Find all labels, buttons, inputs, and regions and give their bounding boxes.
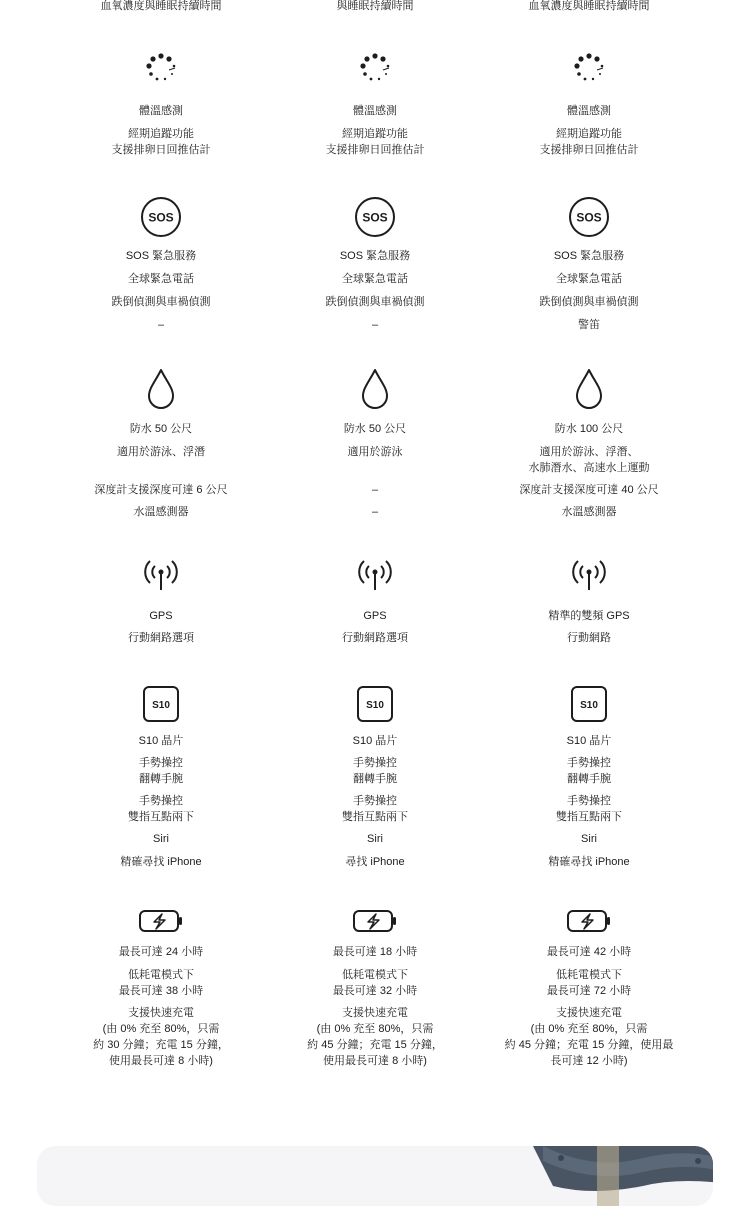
gps-text: 精準的雙頻 GPS: [548, 610, 630, 622]
depth-gauge-text: 深度計支援深度可達 6 公尺: [94, 484, 228, 496]
sos-icon: [354, 196, 396, 243]
watch-band-image: [533, 1146, 713, 1206]
siri-text: Siri: [581, 833, 597, 845]
svg-text:S10: S10: [366, 700, 384, 711]
temperature-sensing-text: 體溫感測: [139, 105, 183, 117]
water-usage-text: 水肺潛水、高速水上運動: [528, 462, 650, 474]
safety-feature-text: 跌倒偵測與車禍偵測: [325, 296, 425, 308]
battery-life-text: 最長可達 24 小時: [118, 946, 204, 958]
gps-text: GPS: [363, 610, 387, 622]
sos-icon: [140, 196, 182, 243]
water-rating-text: 防水 50 公尺: [343, 423, 407, 435]
comparison-column-3: [474, 0, 704, 1140]
low-power-hours-text: 最長可達 38 小時: [118, 985, 204, 997]
cellular-text: 行動網路選項: [342, 632, 408, 644]
water-usage-text: 適用於游泳、浮潛: [117, 446, 205, 458]
battery-life-text: 最長可達 18 小時: [332, 946, 418, 958]
antenna-signal-icon: [354, 558, 396, 599]
fast-charge-text: 支援快速充電: [128, 1007, 194, 1019]
fast-charge-text: 約 30 分鐘；充電 15 分鐘，: [93, 1039, 229, 1051]
low-power-text: 低耗電模式下: [342, 969, 408, 981]
safety-feature-text: 全球緊急電話: [128, 273, 194, 285]
water-rating-text: 防水 100 公尺: [554, 423, 624, 435]
water-drop-icon: [146, 368, 176, 415]
temperature-sensing-text: 體溫感測: [353, 105, 397, 117]
cycle-tracking-text: 經期追蹤功能: [342, 128, 408, 140]
chip-text: S10 晶片: [138, 735, 184, 747]
fast-charge-text: (由 0% 充至 80%，只需: [316, 1023, 434, 1035]
gps-text: GPS: [149, 610, 173, 622]
gesture-text: 手勢操控: [353, 757, 397, 769]
svg-text:SOS: SOS: [148, 210, 174, 225]
gesture-text: 手勢操控: [567, 757, 611, 769]
temperature-sensing-icon: [569, 50, 609, 95]
battery-charging-icon: [566, 908, 612, 939]
health-feature-text: 與睡眠持續時間: [336, 0, 414, 12]
gesture-text: 手勢操控: [567, 795, 611, 807]
wrist-flip-text: 翻轉手腕: [353, 773, 397, 785]
safety-feature-text: SOS 緊急服務: [553, 250, 625, 262]
water-usage-text: 適用於游泳: [347, 446, 403, 458]
health-feature-text: 血氧濃度與睡眠持續時間: [100, 0, 222, 12]
cycle-tracking-text: 經期追蹤功能: [128, 128, 194, 140]
battery-charging-icon: [352, 908, 398, 939]
safety-feature-text: –: [371, 319, 379, 331]
gesture-text: 手勢操控: [353, 795, 397, 807]
cycle-tracking-text: 經期追蹤功能: [556, 128, 622, 140]
comparison-column-1: [46, 0, 276, 1140]
water-rating-text: 防水 50 公尺: [129, 423, 193, 435]
safety-feature-text: 跌倒偵測與車禍偵測: [111, 296, 211, 308]
fast-charge-text: 支援快速充電: [342, 1007, 408, 1019]
battery-charging-icon: [138, 908, 184, 939]
fast-charge-text: 約 45 分鐘；充電 15 分鐘，使用最: [504, 1039, 674, 1051]
depth-gauge-text: 深度計支援深度可達 40 公尺: [519, 484, 659, 496]
comparison-column-2: [260, 0, 490, 1140]
fast-charge-text: 使用最長可達 8 小時): [109, 1055, 213, 1067]
health-feature-text: 血氧濃度與睡眠持續時間: [528, 0, 650, 12]
svg-text:SOS: SOS: [576, 210, 602, 225]
svg-text:S10: S10: [580, 700, 598, 711]
find-iphone-text: 尋找 iPhone: [345, 856, 405, 868]
s10-chip-icon: [570, 685, 608, 728]
depth-gauge-text: –: [371, 484, 379, 496]
fast-charge-text: (由 0% 充至 80%，只需: [102, 1023, 220, 1035]
chip-text: S10 晶片: [566, 735, 612, 747]
find-iphone-text: 精確尋找 iPhone: [548, 856, 630, 868]
low-power-hours-text: 最長可達 72 小時: [546, 985, 632, 997]
fast-charge-text: 支援快速充電: [556, 1007, 622, 1019]
double-tap-text: 雙指互點兩下: [128, 811, 194, 823]
water-drop-icon: [574, 368, 604, 415]
wrist-flip-text: 翻轉手腕: [139, 773, 183, 785]
water-usage-text: 適用於游泳、浮潛、: [539, 446, 639, 458]
fast-charge-text: 約 45 分鐘；充電 15 分鐘，: [307, 1039, 443, 1051]
fast-charge-text: (由 0% 充至 80%，只需: [530, 1023, 648, 1035]
svg-text:SOS: SOS: [362, 210, 388, 225]
fast-charge-text: 使用最長可達 8 小時): [323, 1055, 427, 1067]
water-temperature-text: 水溫感測器: [133, 506, 189, 518]
safety-feature-text: 跌倒偵測與車禍偵測: [539, 296, 639, 308]
sos-icon: [568, 196, 610, 243]
battery-life-text: 最長可達 42 小時: [546, 946, 632, 958]
low-power-hours-text: 最長可達 32 小時: [332, 985, 418, 997]
antenna-signal-icon: [568, 558, 610, 599]
safety-feature-text: –: [157, 319, 165, 331]
wrist-flip-text: 翻轉手腕: [567, 773, 611, 785]
promo-card: [37, 1146, 713, 1206]
chip-text: S10 晶片: [352, 735, 398, 747]
temperature-sensing-text: 體溫感測: [567, 105, 611, 117]
safety-feature-text: 警笛: [578, 319, 600, 331]
safety-feature-text: 全球緊急電話: [342, 273, 408, 285]
low-power-text: 低耗電模式下: [128, 969, 194, 981]
ovulation-estimate-text: 支援排卵日回推估計: [325, 144, 425, 156]
water-temperature-text: 水溫感測器: [561, 506, 617, 518]
temperature-sensing-icon: [141, 50, 181, 95]
safety-feature-text: 全球緊急電話: [556, 273, 622, 285]
gesture-text: 手勢操控: [139, 795, 183, 807]
svg-text:S10: S10: [152, 700, 170, 711]
double-tap-text: 雙指互點兩下: [342, 811, 408, 823]
water-temperature-text: –: [371, 506, 379, 518]
temperature-sensing-icon: [355, 50, 395, 95]
antenna-signal-icon: [140, 558, 182, 599]
cellular-text: 行動網路: [567, 632, 611, 644]
double-tap-text: 雙指互點兩下: [556, 811, 622, 823]
ovulation-estimate-text: 支援排卵日回推估計: [111, 144, 211, 156]
siri-text: Siri: [367, 833, 383, 845]
s10-chip-icon: [142, 685, 180, 728]
low-power-text: 低耗電模式下: [556, 969, 622, 981]
find-iphone-text: 精確尋找 iPhone: [120, 856, 202, 868]
gesture-text: 手勢操控: [139, 757, 183, 769]
fast-charge-text: 長可達 12 小時): [550, 1055, 628, 1067]
ovulation-estimate-text: 支援排卵日回推估計: [539, 144, 639, 156]
safety-feature-text: SOS 緊急服務: [339, 250, 411, 262]
s10-chip-icon: [356, 685, 394, 728]
cellular-text: 行動網路選項: [128, 632, 194, 644]
safety-feature-text: SOS 緊急服務: [125, 250, 197, 262]
water-drop-icon: [360, 368, 390, 415]
siri-text: Siri: [153, 833, 169, 845]
